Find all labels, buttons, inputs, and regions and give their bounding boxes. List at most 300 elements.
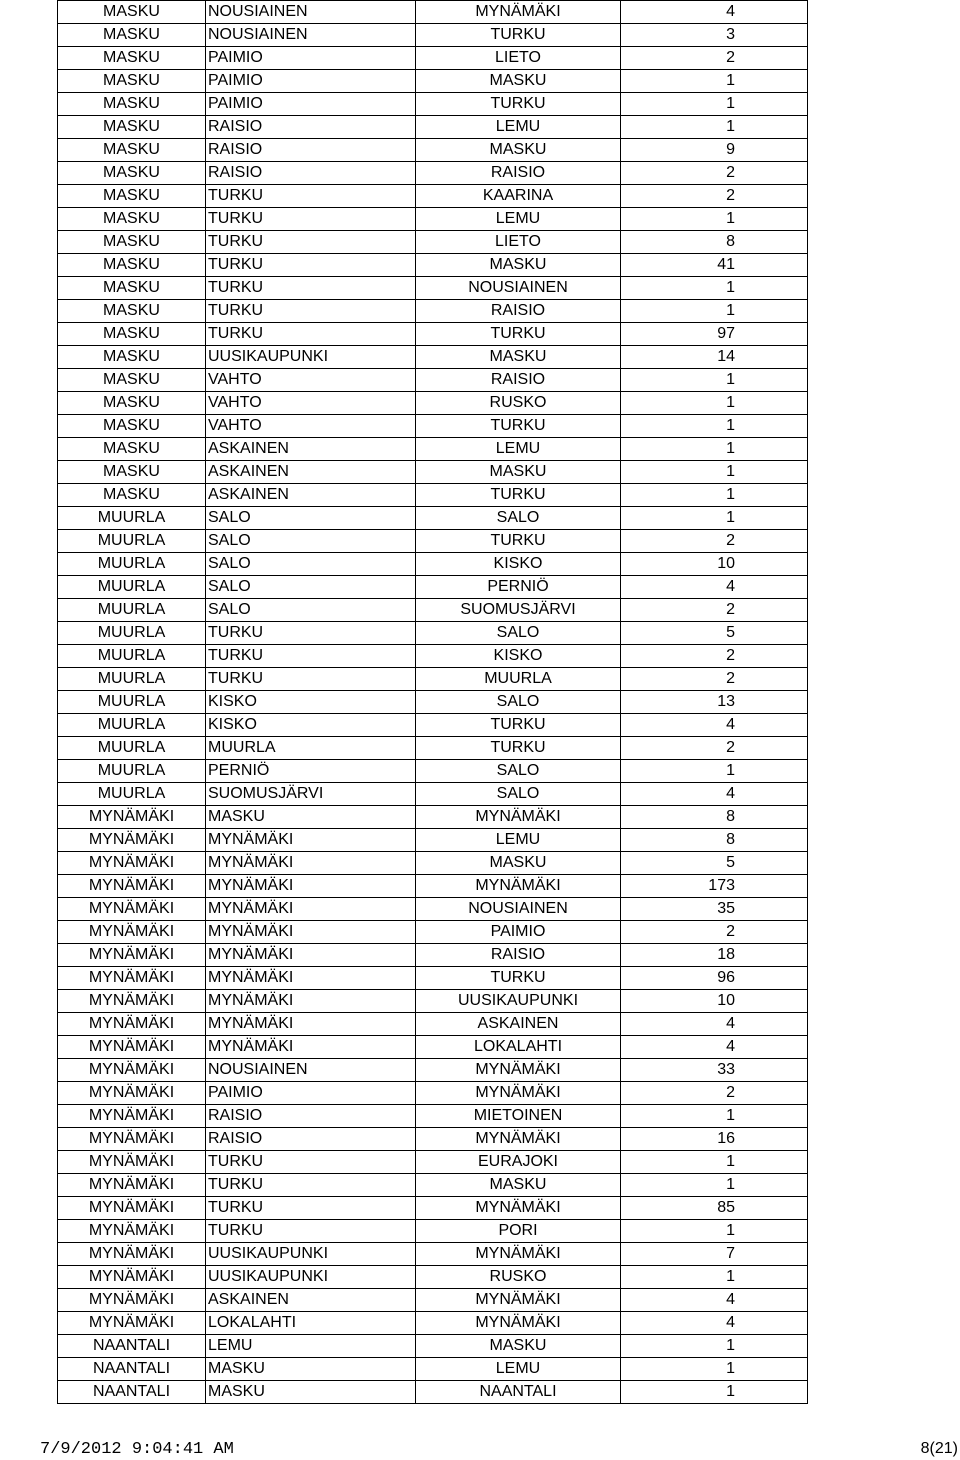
cell-municipality: NAANTALI xyxy=(58,1358,206,1381)
table-row xyxy=(58,714,808,737)
cell-origin: MYNÄMÄKI xyxy=(206,944,416,967)
cell-count: 16 xyxy=(621,1128,808,1151)
table-row xyxy=(58,622,808,645)
cell-origin: TURKU xyxy=(206,1220,416,1243)
table-row xyxy=(58,1312,808,1335)
cell-destination: MASKU xyxy=(416,1335,621,1358)
cell-origin: LEMU xyxy=(206,1335,416,1358)
cell-origin: MASKU xyxy=(206,1358,416,1381)
table-row xyxy=(58,507,808,530)
cell-municipality: MASKU xyxy=(58,24,206,47)
table-row xyxy=(58,24,808,47)
cell-municipality: MYNÄMÄKI xyxy=(58,852,206,875)
cell-origin: TURKU xyxy=(206,185,416,208)
cell-count: 5 xyxy=(621,622,808,645)
cell-municipality: MUURLA xyxy=(58,576,206,599)
cell-count: 1 xyxy=(621,1358,808,1381)
cell-count: 1 xyxy=(621,415,808,438)
cell-count: 2 xyxy=(621,185,808,208)
cell-destination: MYNÄMÄKI xyxy=(416,1197,621,1220)
cell-municipality: MYNÄMÄKI xyxy=(58,1105,206,1128)
cell-count: 4 xyxy=(621,1,808,24)
cell-municipality: MASKU xyxy=(58,392,206,415)
cell-destination: SALO xyxy=(416,622,621,645)
cell-municipality: MUURLA xyxy=(58,553,206,576)
cell-municipality: MASKU xyxy=(58,231,206,254)
table-row xyxy=(58,185,808,208)
cell-count: 2 xyxy=(621,47,808,70)
table-row xyxy=(58,300,808,323)
cell-destination: LOKALAHTI xyxy=(416,1036,621,1059)
cell-destination: NOUSIAINEN xyxy=(416,277,621,300)
cell-destination: TURKU xyxy=(416,323,621,346)
table-row xyxy=(58,530,808,553)
table-row xyxy=(58,1082,808,1105)
cell-municipality: MYNÄMÄKI xyxy=(58,1220,206,1243)
cell-count: 2 xyxy=(621,668,808,691)
cell-municipality: MYNÄMÄKI xyxy=(58,898,206,921)
cell-origin: MYNÄMÄKI xyxy=(206,921,416,944)
table-row xyxy=(58,1358,808,1381)
cell-count: 1 xyxy=(621,70,808,93)
cell-destination: MASKU xyxy=(416,70,621,93)
cell-origin: UUSIKAUPUNKI xyxy=(206,1266,416,1289)
table-row xyxy=(58,47,808,70)
table-row xyxy=(58,369,808,392)
cell-origin: MYNÄMÄKI xyxy=(206,852,416,875)
cell-destination: SALO xyxy=(416,507,621,530)
cell-count: 8 xyxy=(621,829,808,852)
table-row xyxy=(58,1059,808,1082)
cell-count: 1 xyxy=(621,277,808,300)
cell-origin: PAIMIO xyxy=(206,1082,416,1105)
cell-origin: LOKALAHTI xyxy=(206,1312,416,1335)
cell-origin: MUURLA xyxy=(206,737,416,760)
cell-municipality: MASKU xyxy=(58,93,206,116)
cell-destination: PERNIÖ xyxy=(416,576,621,599)
table-row xyxy=(58,1220,808,1243)
cell-count: 2 xyxy=(621,530,808,553)
footer-timestamp: 7/9/2012 9:04:41 AM xyxy=(40,1440,234,1459)
cell-destination: LEMU xyxy=(416,438,621,461)
cell-destination: MASKU xyxy=(416,852,621,875)
cell-count: 1 xyxy=(621,1220,808,1243)
table-row xyxy=(58,921,808,944)
table-row xyxy=(58,1381,808,1404)
cell-municipality: MYNÄMÄKI xyxy=(58,944,206,967)
table-row xyxy=(58,1105,808,1128)
cell-origin: MYNÄMÄKI xyxy=(206,829,416,852)
cell-origin: VAHTO xyxy=(206,369,416,392)
cell-origin: RAISIO xyxy=(206,1105,416,1128)
cell-count: 3 xyxy=(621,24,808,47)
table-row xyxy=(58,231,808,254)
cell-origin: VAHTO xyxy=(206,415,416,438)
cell-municipality: MYNÄMÄKI xyxy=(58,1059,206,1082)
data-table xyxy=(57,0,808,1404)
cell-municipality: MYNÄMÄKI xyxy=(58,1266,206,1289)
table-row xyxy=(58,93,808,116)
table-row xyxy=(58,1266,808,1289)
cell-destination: MIETOINEN xyxy=(416,1105,621,1128)
cell-origin: TURKU xyxy=(206,300,416,323)
cell-municipality: MYNÄMÄKI xyxy=(58,1151,206,1174)
cell-count: 1 xyxy=(621,300,808,323)
cell-municipality: MUURLA xyxy=(58,691,206,714)
cell-count: 1 xyxy=(621,1266,808,1289)
cell-municipality: MASKU xyxy=(58,484,206,507)
cell-count: 1 xyxy=(621,484,808,507)
cell-origin: MASKU xyxy=(206,806,416,829)
cell-count: 2 xyxy=(621,162,808,185)
cell-municipality: MASKU xyxy=(58,277,206,300)
cell-destination: UUSIKAUPUNKI xyxy=(416,990,621,1013)
cell-origin: TURKU xyxy=(206,622,416,645)
cell-count: 96 xyxy=(621,967,808,990)
cell-count: 1 xyxy=(621,93,808,116)
table-row xyxy=(58,990,808,1013)
cell-municipality: MUURLA xyxy=(58,714,206,737)
cell-municipality: MASKU xyxy=(58,70,206,93)
table-row xyxy=(58,599,808,622)
cell-origin: MASKU xyxy=(206,1381,416,1404)
cell-municipality: MYNÄMÄKI xyxy=(58,1197,206,1220)
cell-count: 10 xyxy=(621,553,808,576)
cell-count: 1 xyxy=(621,208,808,231)
cell-count: 1 xyxy=(621,1381,808,1404)
cell-count: 1 xyxy=(621,369,808,392)
cell-destination: TURKU xyxy=(416,415,621,438)
cell-count: 1 xyxy=(621,461,808,484)
cell-municipality: MYNÄMÄKI xyxy=(58,921,206,944)
cell-destination: LIETO xyxy=(416,231,621,254)
cell-count: 1 xyxy=(621,1105,808,1128)
cell-destination: TURKU xyxy=(416,530,621,553)
cell-origin: TURKU xyxy=(206,254,416,277)
cell-count: 2 xyxy=(621,599,808,622)
cell-origin: NOUSIAINEN xyxy=(206,1,416,24)
cell-municipality: MUURLA xyxy=(58,507,206,530)
cell-municipality: MASKU xyxy=(58,346,206,369)
table-row xyxy=(58,208,808,231)
cell-municipality: MUURLA xyxy=(58,783,206,806)
cell-municipality: MASKU xyxy=(58,139,206,162)
cell-count: 2 xyxy=(621,737,808,760)
cell-destination: MYNÄMÄKI xyxy=(416,875,621,898)
table-row xyxy=(58,760,808,783)
cell-count: 8 xyxy=(621,806,808,829)
cell-origin: SALO xyxy=(206,507,416,530)
cell-destination: MYNÄMÄKI xyxy=(416,1059,621,1082)
cell-municipality: MYNÄMÄKI xyxy=(58,806,206,829)
table-row xyxy=(58,668,808,691)
cell-destination: MASKU xyxy=(416,1174,621,1197)
cell-destination: LEMU xyxy=(416,829,621,852)
cell-destination: MYNÄMÄKI xyxy=(416,1128,621,1151)
cell-municipality: MASKU xyxy=(58,323,206,346)
cell-destination: NOUSIAINEN xyxy=(416,898,621,921)
cell-destination: PORI xyxy=(416,1220,621,1243)
cell-count: 41 xyxy=(621,254,808,277)
cell-destination: RUSKO xyxy=(416,1266,621,1289)
cell-origin: SALO xyxy=(206,530,416,553)
cell-origin: ASKAINEN xyxy=(206,484,416,507)
cell-count: 4 xyxy=(621,1289,808,1312)
cell-origin: TURKU xyxy=(206,1197,416,1220)
table-row xyxy=(58,392,808,415)
cell-origin: RAISIO xyxy=(206,1128,416,1151)
table-row xyxy=(58,967,808,990)
table-row xyxy=(58,1197,808,1220)
cell-municipality: MASKU xyxy=(58,461,206,484)
table-row xyxy=(58,944,808,967)
cell-destination: ASKAINEN xyxy=(416,1013,621,1036)
table-row xyxy=(58,737,808,760)
cell-municipality: MASKU xyxy=(58,116,206,139)
cell-destination: MYNÄMÄKI xyxy=(416,1312,621,1335)
cell-count: 1 xyxy=(621,1151,808,1174)
cell-count: 14 xyxy=(621,346,808,369)
cell-municipality: MUURLA xyxy=(58,599,206,622)
cell-municipality: MASKU xyxy=(58,208,206,231)
cell-municipality: MASKU xyxy=(58,300,206,323)
cell-origin: TURKU xyxy=(206,668,416,691)
cell-origin: ASKAINEN xyxy=(206,1289,416,1312)
cell-destination: RAISIO xyxy=(416,300,621,323)
cell-origin: ASKAINEN xyxy=(206,461,416,484)
cell-municipality: MUURLA xyxy=(58,645,206,668)
table-row xyxy=(58,484,808,507)
cell-origin: KISKO xyxy=(206,691,416,714)
cell-municipality: MYNÄMÄKI xyxy=(58,1128,206,1151)
cell-origin: UUSIKAUPUNKI xyxy=(206,346,416,369)
cell-origin: TURKU xyxy=(206,1174,416,1197)
cell-count: 1 xyxy=(621,1335,808,1358)
cell-destination: SALO xyxy=(416,783,621,806)
table-row xyxy=(58,553,808,576)
cell-destination: MUURLA xyxy=(416,668,621,691)
cell-destination: SALO xyxy=(416,760,621,783)
cell-destination: RAISIO xyxy=(416,944,621,967)
table-row xyxy=(58,1013,808,1036)
cell-municipality: MYNÄMÄKI xyxy=(58,1082,206,1105)
cell-destination: MASKU xyxy=(416,254,621,277)
cell-origin: PAIMIO xyxy=(206,70,416,93)
table-row xyxy=(58,875,808,898)
cell-count: 2 xyxy=(621,1082,808,1105)
cell-origin: PAIMIO xyxy=(206,47,416,70)
cell-destination: TURKU xyxy=(416,714,621,737)
table-row xyxy=(58,645,808,668)
cell-destination: LEMU xyxy=(416,208,621,231)
cell-destination: LIETO xyxy=(416,47,621,70)
table-row xyxy=(58,415,808,438)
cell-destination: NAANTALI xyxy=(416,1381,621,1404)
cell-destination: MYNÄMÄKI xyxy=(416,1243,621,1266)
cell-count: 1 xyxy=(621,507,808,530)
cell-origin: MYNÄMÄKI xyxy=(206,1013,416,1036)
cell-destination: RAISIO xyxy=(416,162,621,185)
cell-origin: MYNÄMÄKI xyxy=(206,875,416,898)
table-row xyxy=(58,1243,808,1266)
cell-municipality: MASKU xyxy=(58,1,206,24)
cell-destination: KISKO xyxy=(416,553,621,576)
cell-destination: TURKU xyxy=(416,737,621,760)
cell-origin: TURKU xyxy=(206,1151,416,1174)
cell-destination: KAARINA xyxy=(416,185,621,208)
cell-count: 33 xyxy=(621,1059,808,1082)
cell-origin: RAISIO xyxy=(206,116,416,139)
table-row xyxy=(58,1036,808,1059)
cell-origin: MYNÄMÄKI xyxy=(206,967,416,990)
cell-destination: MASKU xyxy=(416,461,621,484)
table-body xyxy=(58,1,808,1404)
table-row xyxy=(58,438,808,461)
cell-count: 4 xyxy=(621,576,808,599)
cell-destination: PAIMIO xyxy=(416,921,621,944)
cell-count: 2 xyxy=(621,645,808,668)
cell-count: 18 xyxy=(621,944,808,967)
cell-origin: NOUSIAINEN xyxy=(206,24,416,47)
cell-destination: SALO xyxy=(416,691,621,714)
cell-destination: LEMU xyxy=(416,116,621,139)
cell-municipality: MUURLA xyxy=(58,668,206,691)
cell-destination: MYNÄMÄKI xyxy=(416,806,621,829)
table-row xyxy=(58,829,808,852)
cell-count: 1 xyxy=(621,760,808,783)
cell-municipality: MUURLA xyxy=(58,760,206,783)
table-row xyxy=(58,162,808,185)
table-row xyxy=(58,116,808,139)
cell-origin: TURKU xyxy=(206,208,416,231)
cell-count: 10 xyxy=(621,990,808,1013)
cell-count: 85 xyxy=(621,1197,808,1220)
cell-destination: TURKU xyxy=(416,93,621,116)
cell-count: 9 xyxy=(621,139,808,162)
cell-municipality: MUURLA xyxy=(58,530,206,553)
cell-municipality: MASKU xyxy=(58,369,206,392)
cell-origin: TURKU xyxy=(206,323,416,346)
cell-origin: ASKAINEN xyxy=(206,438,416,461)
cell-municipality: MUURLA xyxy=(58,622,206,645)
cell-origin: TURKU xyxy=(206,645,416,668)
table-row xyxy=(58,254,808,277)
cell-count: 173 xyxy=(621,875,808,898)
cell-origin: SALO xyxy=(206,576,416,599)
cell-origin: PERNIÖ xyxy=(206,760,416,783)
cell-municipality: MASKU xyxy=(58,254,206,277)
table-row xyxy=(58,323,808,346)
cell-municipality: MYNÄMÄKI xyxy=(58,1312,206,1335)
table-row xyxy=(58,346,808,369)
cell-count: 4 xyxy=(621,1036,808,1059)
cell-municipality: MYNÄMÄKI xyxy=(58,829,206,852)
cell-destination: MYNÄMÄKI xyxy=(416,1289,621,1312)
cell-municipality: MUURLA xyxy=(58,737,206,760)
cell-municipality: MASKU xyxy=(58,185,206,208)
cell-municipality: MYNÄMÄKI xyxy=(58,1036,206,1059)
table-row xyxy=(58,1151,808,1174)
table-row xyxy=(58,1,808,24)
cell-origin: TURKU xyxy=(206,277,416,300)
cell-origin: RAISIO xyxy=(206,162,416,185)
cell-destination: TURKU xyxy=(416,967,621,990)
cell-municipality: MYNÄMÄKI xyxy=(58,967,206,990)
cell-municipality: NAANTALI xyxy=(58,1335,206,1358)
cell-origin: MYNÄMÄKI xyxy=(206,1036,416,1059)
cell-destination: MYNÄMÄKI xyxy=(416,1082,621,1105)
cell-count: 7 xyxy=(621,1243,808,1266)
cell-destination: MASKU xyxy=(416,139,621,162)
cell-count: 5 xyxy=(621,852,808,875)
cell-count: 1 xyxy=(621,1174,808,1197)
table-row xyxy=(58,783,808,806)
cell-count: 1 xyxy=(621,392,808,415)
cell-count: 4 xyxy=(621,1013,808,1036)
cell-origin: SUOMUSJÄRVI xyxy=(206,783,416,806)
footer-page-number: 8(21) xyxy=(920,1440,958,1457)
cell-destination: MYNÄMÄKI xyxy=(416,1,621,24)
cell-destination: RAISIO xyxy=(416,369,621,392)
table-row xyxy=(58,277,808,300)
cell-municipality: MASKU xyxy=(58,415,206,438)
table-row xyxy=(58,1128,808,1151)
cell-destination: MASKU xyxy=(416,346,621,369)
cell-count: 35 xyxy=(621,898,808,921)
cell-destination: LEMU xyxy=(416,1358,621,1381)
cell-municipality: MYNÄMÄKI xyxy=(58,875,206,898)
cell-municipality: MYNÄMÄKI xyxy=(58,1174,206,1197)
table-row xyxy=(58,852,808,875)
cell-municipality: MYNÄMÄKI xyxy=(58,990,206,1013)
cell-municipality: MYNÄMÄKI xyxy=(58,1243,206,1266)
cell-count: 4 xyxy=(621,1312,808,1335)
cell-municipality: NAANTALI xyxy=(58,1381,206,1404)
table-row xyxy=(58,139,808,162)
cell-municipality: MASKU xyxy=(58,47,206,70)
cell-municipality: MASKU xyxy=(58,162,206,185)
cell-destination: KISKO xyxy=(416,645,621,668)
cell-origin: SALO xyxy=(206,553,416,576)
cell-count: 8 xyxy=(621,231,808,254)
cell-destination: TURKU xyxy=(416,24,621,47)
cell-count: 4 xyxy=(621,714,808,737)
table-row xyxy=(58,1174,808,1197)
cell-origin: UUSIKAUPUNKI xyxy=(206,1243,416,1266)
cell-municipality: MYNÄMÄKI xyxy=(58,1013,206,1036)
table-row xyxy=(58,461,808,484)
cell-count: 97 xyxy=(621,323,808,346)
cell-municipality: MASKU xyxy=(58,438,206,461)
cell-origin: PAIMIO xyxy=(206,93,416,116)
cell-origin: MYNÄMÄKI xyxy=(206,990,416,1013)
cell-count: 1 xyxy=(621,438,808,461)
table-row xyxy=(58,70,808,93)
table-row xyxy=(58,576,808,599)
cell-municipality: MYNÄMÄKI xyxy=(58,1289,206,1312)
cell-count: 2 xyxy=(621,921,808,944)
cell-origin: RAISIO xyxy=(206,139,416,162)
table-row xyxy=(58,898,808,921)
table-row xyxy=(58,1289,808,1312)
cell-destination: SUOMUSJÄRVI xyxy=(416,599,621,622)
cell-count: 13 xyxy=(621,691,808,714)
cell-origin: KISKO xyxy=(206,714,416,737)
cell-destination: EURAJOKI xyxy=(416,1151,621,1174)
cell-origin: NOUSIAINEN xyxy=(206,1059,416,1082)
cell-count: 1 xyxy=(621,116,808,139)
cell-origin: VAHTO xyxy=(206,392,416,415)
